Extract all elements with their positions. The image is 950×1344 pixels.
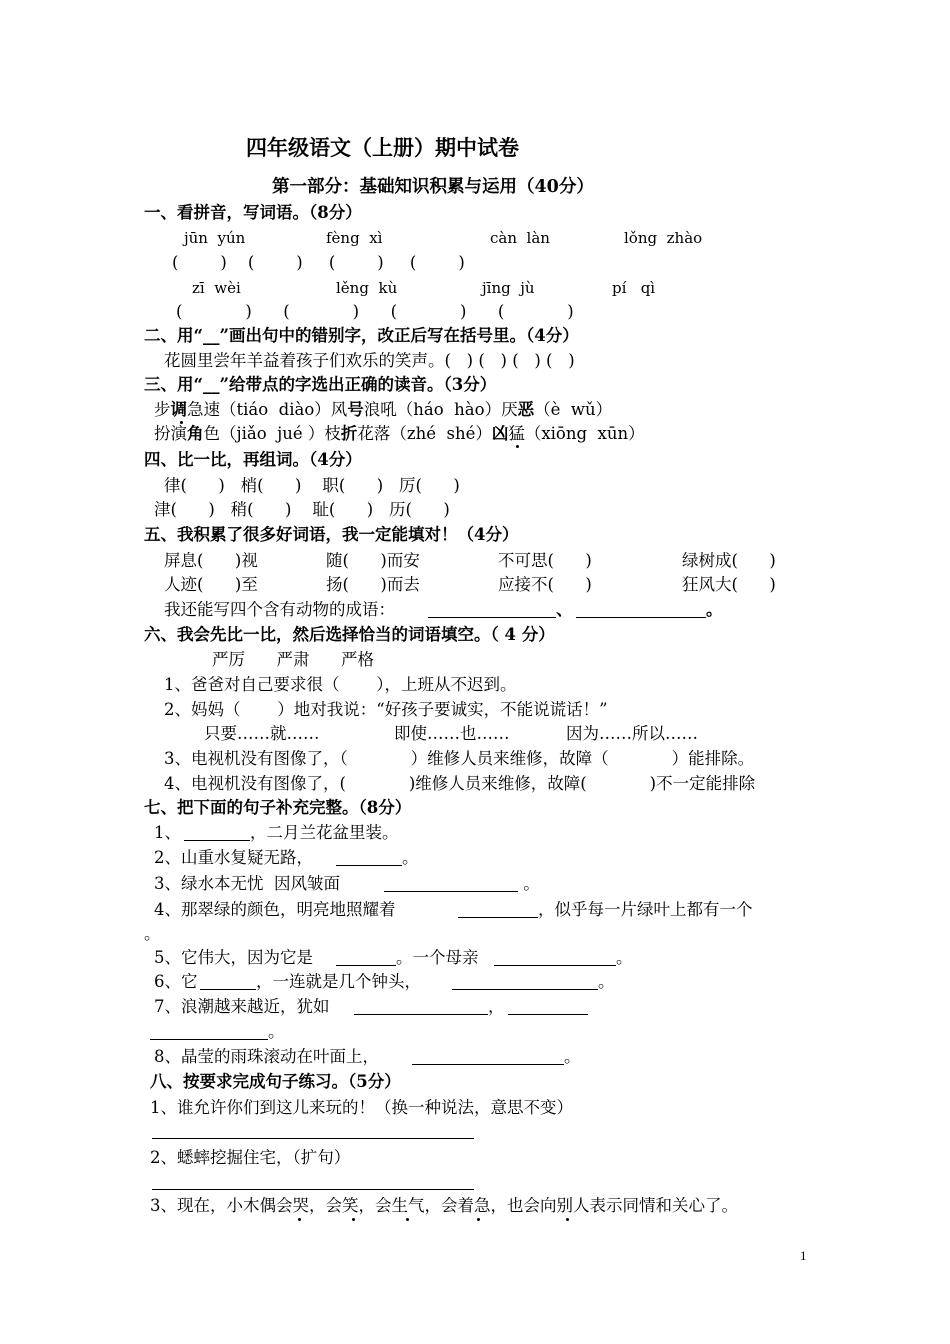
text-pre: 扮演 — [154, 424, 187, 443]
text: 。 — [616, 948, 633, 967]
answer-blank[interactable] — [452, 989, 598, 990]
idiom-7[interactable]: 应接不( ) — [498, 575, 592, 594]
separator: 、 — [556, 600, 573, 619]
section5-heading: 五、我积累了很多好词语，我一定能填对！（4分） — [144, 525, 519, 544]
text: 。 — [518, 874, 540, 893]
idiom-4[interactable]: 绿树成( ) — [682, 551, 776, 570]
conjunction-1: 只要……就…… — [204, 724, 320, 743]
pinyin-jun-yun: jūn yún — [184, 229, 246, 247]
answer-blank[interactable] — [184, 840, 250, 841]
answer-blank[interactable] — [336, 965, 396, 966]
dotted-char-e: 恶 — [517, 400, 535, 419]
word-choices-1: 严厉 严肃 严格 — [212, 650, 374, 669]
emphasis-dot — [566, 1218, 569, 1221]
answer-blank[interactable] — [336, 865, 402, 866]
text: 。一个母亲 — [396, 948, 479, 967]
fill-question-2[interactable]: 2、妈妈（ ）地对我说：“好孩子要诚实，不能说谎话！” — [164, 700, 608, 719]
answer-blank[interactable] — [354, 1014, 488, 1015]
answer-brackets-row1[interactable]: ( ) ( ) ( ) ( ) — [172, 253, 465, 272]
pinyin-can-lan: càn làn — [490, 229, 550, 247]
text: 2、山重水复疑无路， — [154, 848, 313, 867]
text-post: 花落（zhé shé） — [357, 424, 492, 443]
section6-heading: 六、我会先比一比，然后选择恰当的词语填空。（ 4 分） — [144, 625, 555, 644]
text: ， — [488, 997, 505, 1016]
sentence-question-3: 3、现在，小木偶会哭，会笑，会生气，会着急，也会向别人表示同情和关心了。 — [150, 1196, 738, 1215]
page-number: 1 — [800, 1248, 807, 1263]
period: 。 — [706, 600, 723, 619]
answer-blank[interactable] — [494, 965, 616, 966]
idiom-1[interactable]: 屏息( )视 — [164, 551, 258, 570]
text-post: （è wǔ） — [534, 400, 613, 419]
conjunction-3: 因为……所以…… — [566, 724, 698, 743]
text: 1、 — [154, 823, 181, 842]
section4-heading: 四、比一比，再组词。（4分） — [144, 450, 362, 469]
text: 6、它 — [154, 972, 198, 991]
pinyin-feng-xi: fèng xì — [326, 229, 383, 247]
pinyin-pi-qi: pí qì — [612, 279, 656, 297]
answer-line[interactable] — [152, 1138, 474, 1139]
fill-question-1[interactable]: 1、爸爸对自己要求很（ ），上班从不迟到。 — [164, 675, 517, 694]
section8-heading: 八、按要求完成句子练习。（5分） — [150, 1072, 401, 1091]
sentence-question-2: 2、蟋蟀挖掘住宅，（扩句） — [150, 1148, 351, 1167]
text: ，二月兰花盆里装。 — [250, 823, 399, 842]
emphasis-dot — [298, 1218, 301, 1221]
text: 。 — [402, 848, 419, 867]
text: 。 — [598, 972, 615, 991]
text: 7、浪潮越来越近，犹如 — [154, 997, 330, 1016]
text: 8、晶莹的雨珠滚动在叶面上， — [154, 1047, 379, 1066]
pronunciation-row2[interactable] — [154, 422, 645, 446]
emphasis-dot — [406, 1218, 409, 1221]
section2-heading: 二、用“__”画出句中的错别字，改正后写在括号里。（4分） — [144, 326, 579, 345]
fill-question-4[interactable]: 4、电视机没有图像了，( )维修人员来维修，故障( )不一定能排除 — [164, 774, 756, 793]
section3-heading: 三、用“__”给带点的字选出正确的读音。（3分） — [144, 375, 497, 394]
idiom-8[interactable]: 狂风大( ) — [682, 575, 776, 594]
answer-brackets-row2[interactable]: ( ) ( ) ( ) ( ) — [176, 302, 574, 321]
emphasis-dot — [180, 421, 183, 424]
emphasis-dot — [352, 1218, 355, 1221]
dotted-char-hao: 号 — [347, 400, 364, 419]
fill-question-3[interactable]: 3、电视机没有图像了，（ ）维修人员来维修，故障（ ）能排除。 — [164, 749, 755, 768]
text: 3、绿水本无忧 因风皱面 — [154, 874, 340, 893]
answer-blank[interactable] — [384, 891, 518, 892]
dotted-char-zhe: 折 — [340, 424, 358, 443]
text: 5、它伟大，因为它是 — [154, 948, 313, 967]
text: ，似乎每一片绿叶上都有一个 — [538, 900, 753, 919]
answer-blank[interactable] — [200, 989, 256, 990]
idiom-3[interactable]: 不可思( ) — [498, 551, 592, 570]
text: 。 — [144, 924, 161, 943]
text-pre: 步 — [154, 400, 171, 419]
animal-idiom-prompt: 我还能写四个含有动物的成语： — [164, 600, 395, 619]
emphasis-dot — [477, 1218, 480, 1221]
sentence-question-1: 1、谁允许你们到这儿来玩的！（换一种说法，意思不变） — [150, 1098, 573, 1117]
pinyin-long-zhao: lǒng zhào — [624, 229, 703, 247]
pinyin-jing-ju: jīng jù — [482, 279, 535, 297]
text-post: 急速（tiáo diào）风 — [187, 400, 348, 419]
answer-line[interactable] — [152, 1189, 474, 1190]
idiom-6[interactable]: 扬( )而去 — [326, 575, 420, 594]
compare-row1[interactable]: 律( ) 梢( ) 职( ) 厉( ) — [164, 476, 460, 495]
exam-title: 四年级语文（上册）期中试卷 — [246, 135, 519, 160]
dotted-char-jiao: 角 — [187, 424, 204, 443]
emphasis-dot — [516, 445, 519, 448]
dotted-char-diao: 调 — [170, 400, 187, 419]
text-post: 猛（xiōng xūn） — [508, 424, 645, 443]
pinyin-zi-wei: zī wèi — [192, 279, 241, 297]
typo-sentence[interactable]: 花圆里尝年羊益着孩子们欢乐的笑声。( ) ( ) ( ) ( ) — [164, 351, 575, 370]
answer-blank[interactable] — [508, 1014, 588, 1015]
answer-blank[interactable] — [458, 917, 538, 918]
section1-heading: 一、看拼音，写词语。（8分） — [144, 203, 362, 222]
idiom-2[interactable]: 随( )而安 — [326, 551, 420, 570]
compare-row2[interactable]: 津( ) 稍( ) 耻( ) 历( ) — [154, 500, 450, 519]
text: 。 — [268, 1022, 285, 1041]
idiom-5[interactable]: 人迹( )至 — [164, 575, 258, 594]
part1-heading: 第一部分：基础知识积累与运用（40分） — [272, 177, 594, 197]
dotted-char-xiong: 凶 — [491, 424, 509, 443]
answer-blank[interactable] — [412, 1064, 564, 1065]
answer-blank[interactable] — [428, 617, 556, 618]
text: 4、那翠绿的颜色，明亮地照耀着 — [154, 900, 396, 919]
pronunciation-row1[interactable] — [154, 398, 612, 422]
answer-blank[interactable] — [150, 1039, 268, 1040]
section7-heading: 七、把下面的句子补充完整。（8分） — [144, 798, 412, 817]
text-post: 浪吼（háo hào）厌 — [363, 400, 518, 419]
text: ，一连就是几个钟头， — [256, 972, 421, 991]
conjunction-2: 即使……也…… — [394, 724, 510, 743]
pinyin-leng-ku: lěng kù — [336, 279, 398, 297]
answer-blank[interactable] — [576, 617, 706, 618]
text-post: 色（jiǎo jué ）枝 — [203, 424, 341, 443]
text: 。 — [564, 1047, 581, 1066]
